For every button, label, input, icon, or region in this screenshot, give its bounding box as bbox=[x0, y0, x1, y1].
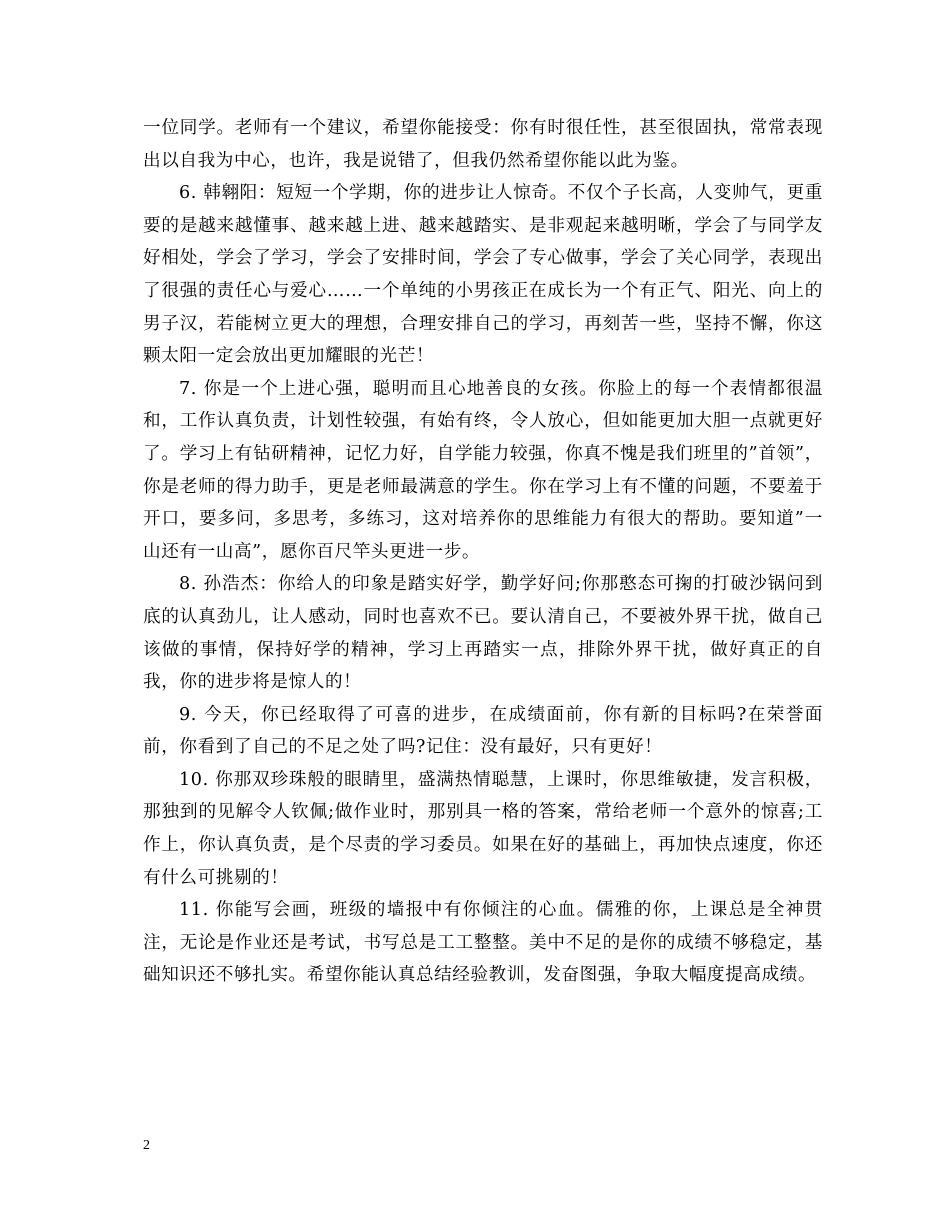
paragraph-comment-10: 10. 你那双珍珠般的眼睛里，盛满热情聪慧，上课时，你思维敏捷，发言积极，那独到的见解令人钦佩;做作业时，那别具一格的答案，常给老师一个意外的惊喜;工作上，你认真负责，是个尽责的学习委员。如果在好的基础上，再加快点速度，你还有什么可挑剔的！ bbox=[143, 769, 823, 888]
document-body bbox=[143, 112, 823, 992]
paragraph-comment-7: 7. 你是一个上进心强，聪明而且心地善良的女孩。你脸上的每一个表情都很温和，工作认真负责，计划性较强，有始有终，令人放心，但如能更加大胆一点就更好了。学习上有钻研精神，记忆力好，自学能力较强，你真不愧是我们班里的”首领”，你是老师的得力助手，更是老师最满意的学生。你在学习上有不懂的问题，不要羞于开口，要多问，多思考，多练习，这对培养你的思维能力有很大的帮助。要知道”一山还有一山高”，愿你百尺竿头更进一步。 bbox=[143, 378, 823, 562]
paragraph-comment-8: 8. 孙浩杰：你给人的印象是踏实好学，勤学好问;你那憨态可掬的打破沙锅问到底的认真劲儿，让人感动，同时也喜欢不已。要认清自己，不要被外界干扰，做自己该做的事情，保持好学的精神，学习上再踏实一点，排除外界干扰，做好真正的自我，你的进步将是惊人的！ bbox=[143, 574, 823, 693]
paragraph-comment-11: 11. 你能写会画，班级的墙报中有你倾注的心血。儒雅的你，上课总是全神贯注，无论是作业还是考试，书写总是工工整整。美中不足的是你的成绩不够稳定，基础知识还不够扎实。希望你能认真总结经验教训，发奋图强，争取大幅度提高成绩。 bbox=[143, 900, 823, 986]
paragraph-comment-6: 6. 韩翱阳：短短一个学期，你的进步让人惊奇。不仅个子长高，人变帅气，更重要的是越来越懂事、越来越上进、越来越踏实、是非观起来越明晰，学会了与同学友好相处，学会了学习，学会了安排时间，学会了专心做事，学会了关心同学，表现出了很强的责任心与爱心……一个单纯的小男孩正在成长为一个有正气、阳光、向上的男子汉，若能树立更大的理想，合理安排自己的学习，再刻苦一些，坚持不懈，你这颗太阳一定会放出更加耀眼的光芒！ bbox=[143, 183, 823, 367]
paragraph-continuation: 一位同学。老师有一个建议，希望你能接受：你有时很任性，甚至很固执，常常表现出以自我为中心，也许，我是说错了，但我仍然希望你能以此为鉴。 bbox=[143, 118, 823, 171]
page-number: 2 bbox=[143, 1138, 150, 1153]
paragraph-comment-9: 9. 今天，你已经取得了可喜的进步，在成绩面前，你有新的目标吗?在荣誉面前，你看到了自己的不足之处了吗?记住：没有最好，只有更好！ bbox=[143, 704, 823, 758]
